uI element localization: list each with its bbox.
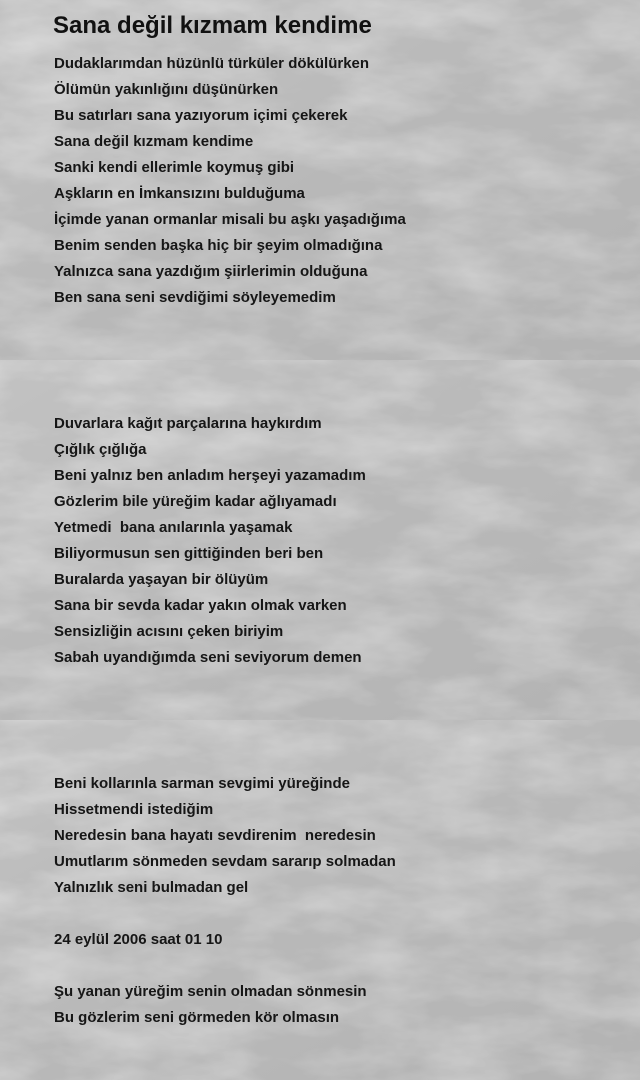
poem-line: Sanki kendi ellerimle koymuş gibi [54, 159, 295, 176]
stanza-1 [54, 51, 406, 311]
poem-panel-3 [0, 720, 640, 1080]
poem-line: Sana bir sevda kadar yakın olmak varken [54, 597, 347, 614]
poem-title: Sana değil kızmam kendime [53, 12, 372, 39]
poem-line: Ben sana seni sevdiğimi söyleyemedim [54, 289, 336, 306]
poem-line: Ölümün yakınlığını düşünürken [54, 81, 279, 98]
poem-line: Yalnızca sana yazdığım şiirlerimin olduğuna [54, 263, 368, 280]
poem-panel-1 [0, 0, 640, 360]
poem-line: İçimde yanan ormanlar misali bu aşkı yaşadığıma [54, 211, 406, 228]
poem-line: Benim senden başka hiç bir şeyim olmadığına [54, 237, 383, 254]
poem-line [54, 901, 396, 927]
stanza-2 [54, 411, 366, 671]
poem-line: Duvarlara kağıt parçalarına haykırdım [54, 415, 322, 432]
stanza-3 [54, 771, 396, 1031]
poem-line: Aşkların en İmkansızını bulduğuma [54, 185, 305, 202]
poem-line: Hissetmendi istediğim [54, 801, 214, 818]
poem-line [54, 953, 396, 979]
poem-line: Gözlerim bile yüreğim kadar ağlıyamadı [54, 493, 337, 510]
poem-line: Yetmedi bana anılarınla yaşamak [54, 519, 293, 536]
poem-line: Neredesin bana hayatı sevdirenim neredesin [54, 827, 376, 844]
poem-line: Çığlık çığlığa [54, 441, 147, 458]
poem-line: Dudaklarımdan hüzünlü türküler dökülürken [54, 55, 370, 72]
poem-line: Yalnızlık seni bulmadan gel [54, 879, 249, 896]
poem-line: Sabah uyandığımda seni seviyorum demen [54, 649, 362, 666]
poem-date-line: 24 eylül 2006 saat 01 10 [54, 931, 223, 948]
poem-line: Umutlarım sönmeden sevdam sararıp solmadan [54, 853, 396, 870]
poem-line: Sana değil kızmam kendime [54, 133, 254, 150]
poem-line: Beni yalnız ben anladım herşeyi yazamadım [54, 467, 366, 484]
poem-line: Bu gözlerim seni görmeden kör olmasın [54, 1009, 340, 1026]
poem-line: Şu yanan yüreğim senin olmadan sönmesin [54, 983, 367, 1000]
poem-line: Bu satırları sana yazıyorum içimi çekerek [54, 107, 348, 124]
poem-line: Sensizliğin acısını çeken biriyim [54, 623, 284, 640]
poem-line: Buralarda yaşayan bir ölüyüm [54, 571, 269, 588]
poem-line: Biliyormusun sen gittiğinden beri ben [54, 545, 324, 562]
poem-panel-2 [0, 360, 640, 720]
poem-line: Beni kollarınla sarman sevgimi yüreğinde [54, 775, 350, 792]
